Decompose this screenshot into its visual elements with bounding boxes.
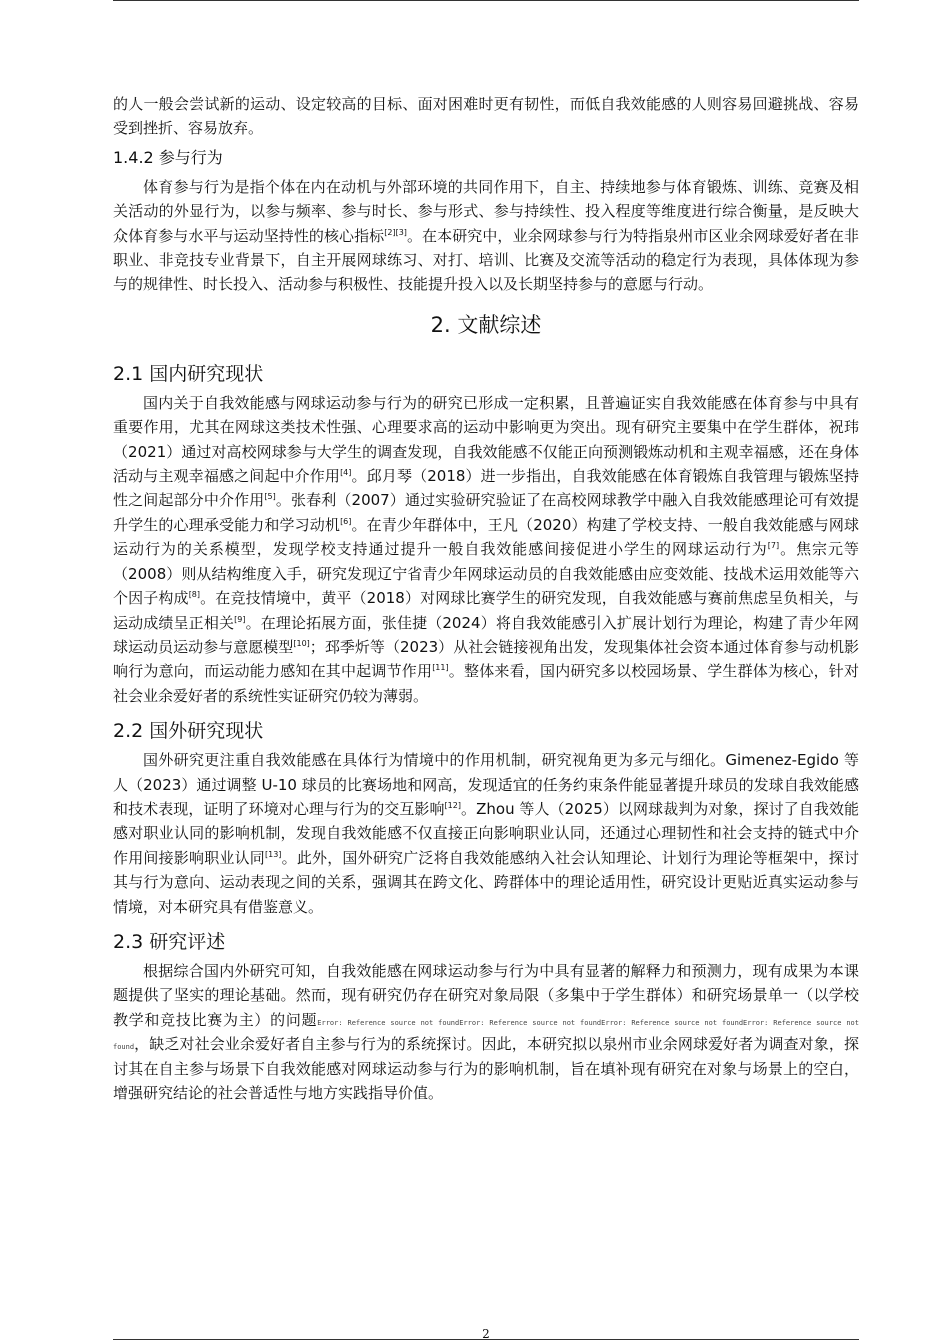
citation: [9] (234, 614, 246, 624)
text: 国外研究更注重自我效能感在具体行为情境中的作用机制，研究视角更为多元与细化。Gimenez-Egido 等人（2023）通过调整 U-10 球员的比赛场地和网高，发现适宜的任务约束条件能显著提升球员的发球自我效能感和技术表现，证明了环境对心理与行为的交互影响 (113, 751, 859, 818)
section-heading-2-2: 2.2 国外研究现状 (113, 720, 264, 743)
text: 。在理论拓展方面，张佳捷（2024）将自我效能感引入扩展计划行为理论，构建了青少年网球运动员运动参与意愿模型 (113, 613, 859, 656)
text: ，缺乏对社会业余爱好者自主参与行为的系统探讨。因此，本研究拟以泉州市业余网球爱好者为调查对象，探讨其在自主参与场景下自我效能感对网球运动参与行为的影响机制，旨在填补现有研究在对象与场景上的空白，增强研究结论的社会普适性与地方实践指导价值。 (113, 1035, 859, 1102)
citation: [12] (444, 800, 461, 810)
citation: [5] (264, 492, 276, 502)
citation: [6] (340, 516, 352, 526)
section-heading-2-1: 2.1 国内研究现状 (113, 362, 264, 385)
citation: [13] (265, 849, 282, 859)
citation: [4] (340, 468, 352, 478)
text: 。在竞技情境中，黄平（2018）对网球比赛学生的研究发现，自我效能感与赛前焦虑呈负相关，与运动成绩呈正相关 (113, 589, 859, 632)
citation: [7] (767, 541, 780, 551)
text: 。焦宗元等（2008）则从结构维度入手，研究发现辽宁省青少年网球运动员的自我效能感由应变效能、技战术运用效能等六个因子构成 (113, 540, 859, 608)
section-heading-1-4-2: 1.4.2 参与行为 (113, 147, 223, 167)
paragraph-domestic-research (113, 391, 859, 708)
reference-error-text: Error: Reference source not foundError: Reference source not foundError: Reference source not foundError: Reference source not found (113, 1018, 859, 1052)
text: 体育参与行为是指个体在内在动机与外部环境的共同作用下，自主、持续地参与体育锻炼、训练、竞赛及相关活动的外显行为，以参与频率、参与时长、参与形式、参与持续性、投入程度等维度进行综合衡量，是反映大众体育参与水平与运动坚持性的核心指标 (113, 177, 859, 245)
text: ；邳季炘等（2023）从社会链接视角出发，发现集体社会资本通过体育参与动机影响行为意向，而运动能力感知在其中起调节作用 (113, 637, 859, 681)
text: 。在本研究中，业余网球参与行为特指泉州市区业余网球爱好者在非职业、非竞技专业背景下，自主开展网球练习、对打、培训、比赛及交流等活动的稳定行为表现，具体体现为参与的规律性、时长投入、活动参与积极性、技能提升投入以及长期坚持参与的意愿与行动。 (113, 226, 859, 294)
citation: [2][3] (384, 227, 407, 237)
text: 。Zhou 等人（2025）以网球裁判为对象，探讨了自我效能感对职业认同的影响机制，发现自我效能感不仅直接正向影响职业认同，还通过心理韧性和社会支持的链式中介作用间接影响职业认同 (113, 799, 859, 867)
text: 。邱月琴（2018）进一步指出，自我效能感在体育锻炼自我管理与锻炼坚持性之间起部分中介作用 (113, 467, 859, 510)
paragraph-research-review (113, 959, 859, 1105)
text: 。整体来看，国内研究多以校园场景、学生群体为核心，针对社会业余爱好者的系统性实证研究仍较为薄弱。 (113, 662, 859, 705)
citation: [8] (188, 590, 201, 600)
chapter-title: 2. 文献综述 (430, 312, 542, 337)
text: 。在青少年群体中，王凡（2020）构建了学校支持、一般自我效能感与网球运动行为的关系模型，发现学校支持通过提升一般自我效能感间接促进小学生的网球运动行为 (113, 515, 859, 559)
text: 国内关于自我效能感与网球运动参与行为的研究已形成一定积累，且普遍证实自我效能感在体育参与中具有重要作用，尤其在网球这类技术性强、心理要求高的运动中影响更为突出。现有研究主要集中在学生群体，祝玮（2021）通过对高校网球参与大学生的调查发现，自我效能感不仅能正向预测锻炼动机和主观幸福感，还在身体活动与主观幸福感之间起中介作用 (113, 393, 859, 486)
paragraph-continuation: 的人一般会尝试新的运动、设定较高的目标、面对困难时更有韧性，而低自我效能感的人则容易回避挑战、容易受到挫折、容易放弃。 (113, 95, 859, 138)
page-body (113, 92, 859, 1105)
text: 。此外，国外研究广泛将自我效能感纳入社会认知理论、计划行为理论等框架中，探讨其与行为意向、运动表现之间的关系，强调其在跨文化、跨群体中的理论适用性，研究设计更贴近真实运动参与情境，对本研究具有借鉴意义。 (113, 848, 859, 916)
paragraph-participation-behavior (113, 175, 859, 297)
text: 根据综合国内外研究可知，自我效能感在网球运动参与行为中具有显著的解释力和预测力，现有成果为本课题提供了坚实的理论基础。然而，现有研究仍存在研究对象局限（多集中于学生群体）和研究场景单一（以学校教学和竞技比赛为主）的问题 (113, 961, 859, 1029)
text: 。张春利（2007）通过实验研究验证了在高校网球教学中融入自我效能感理论可有效提升学生的心理承受能力和学习动机 (113, 491, 859, 534)
paragraph-foreign-research (113, 748, 859, 919)
header-rule (113, 0, 859, 1)
citation: [10] (293, 638, 310, 648)
section-heading-2-3: 2.3 研究评述 (113, 930, 226, 953)
citation: [11] (432, 663, 449, 673)
page-number: 2 (482, 1327, 490, 1341)
